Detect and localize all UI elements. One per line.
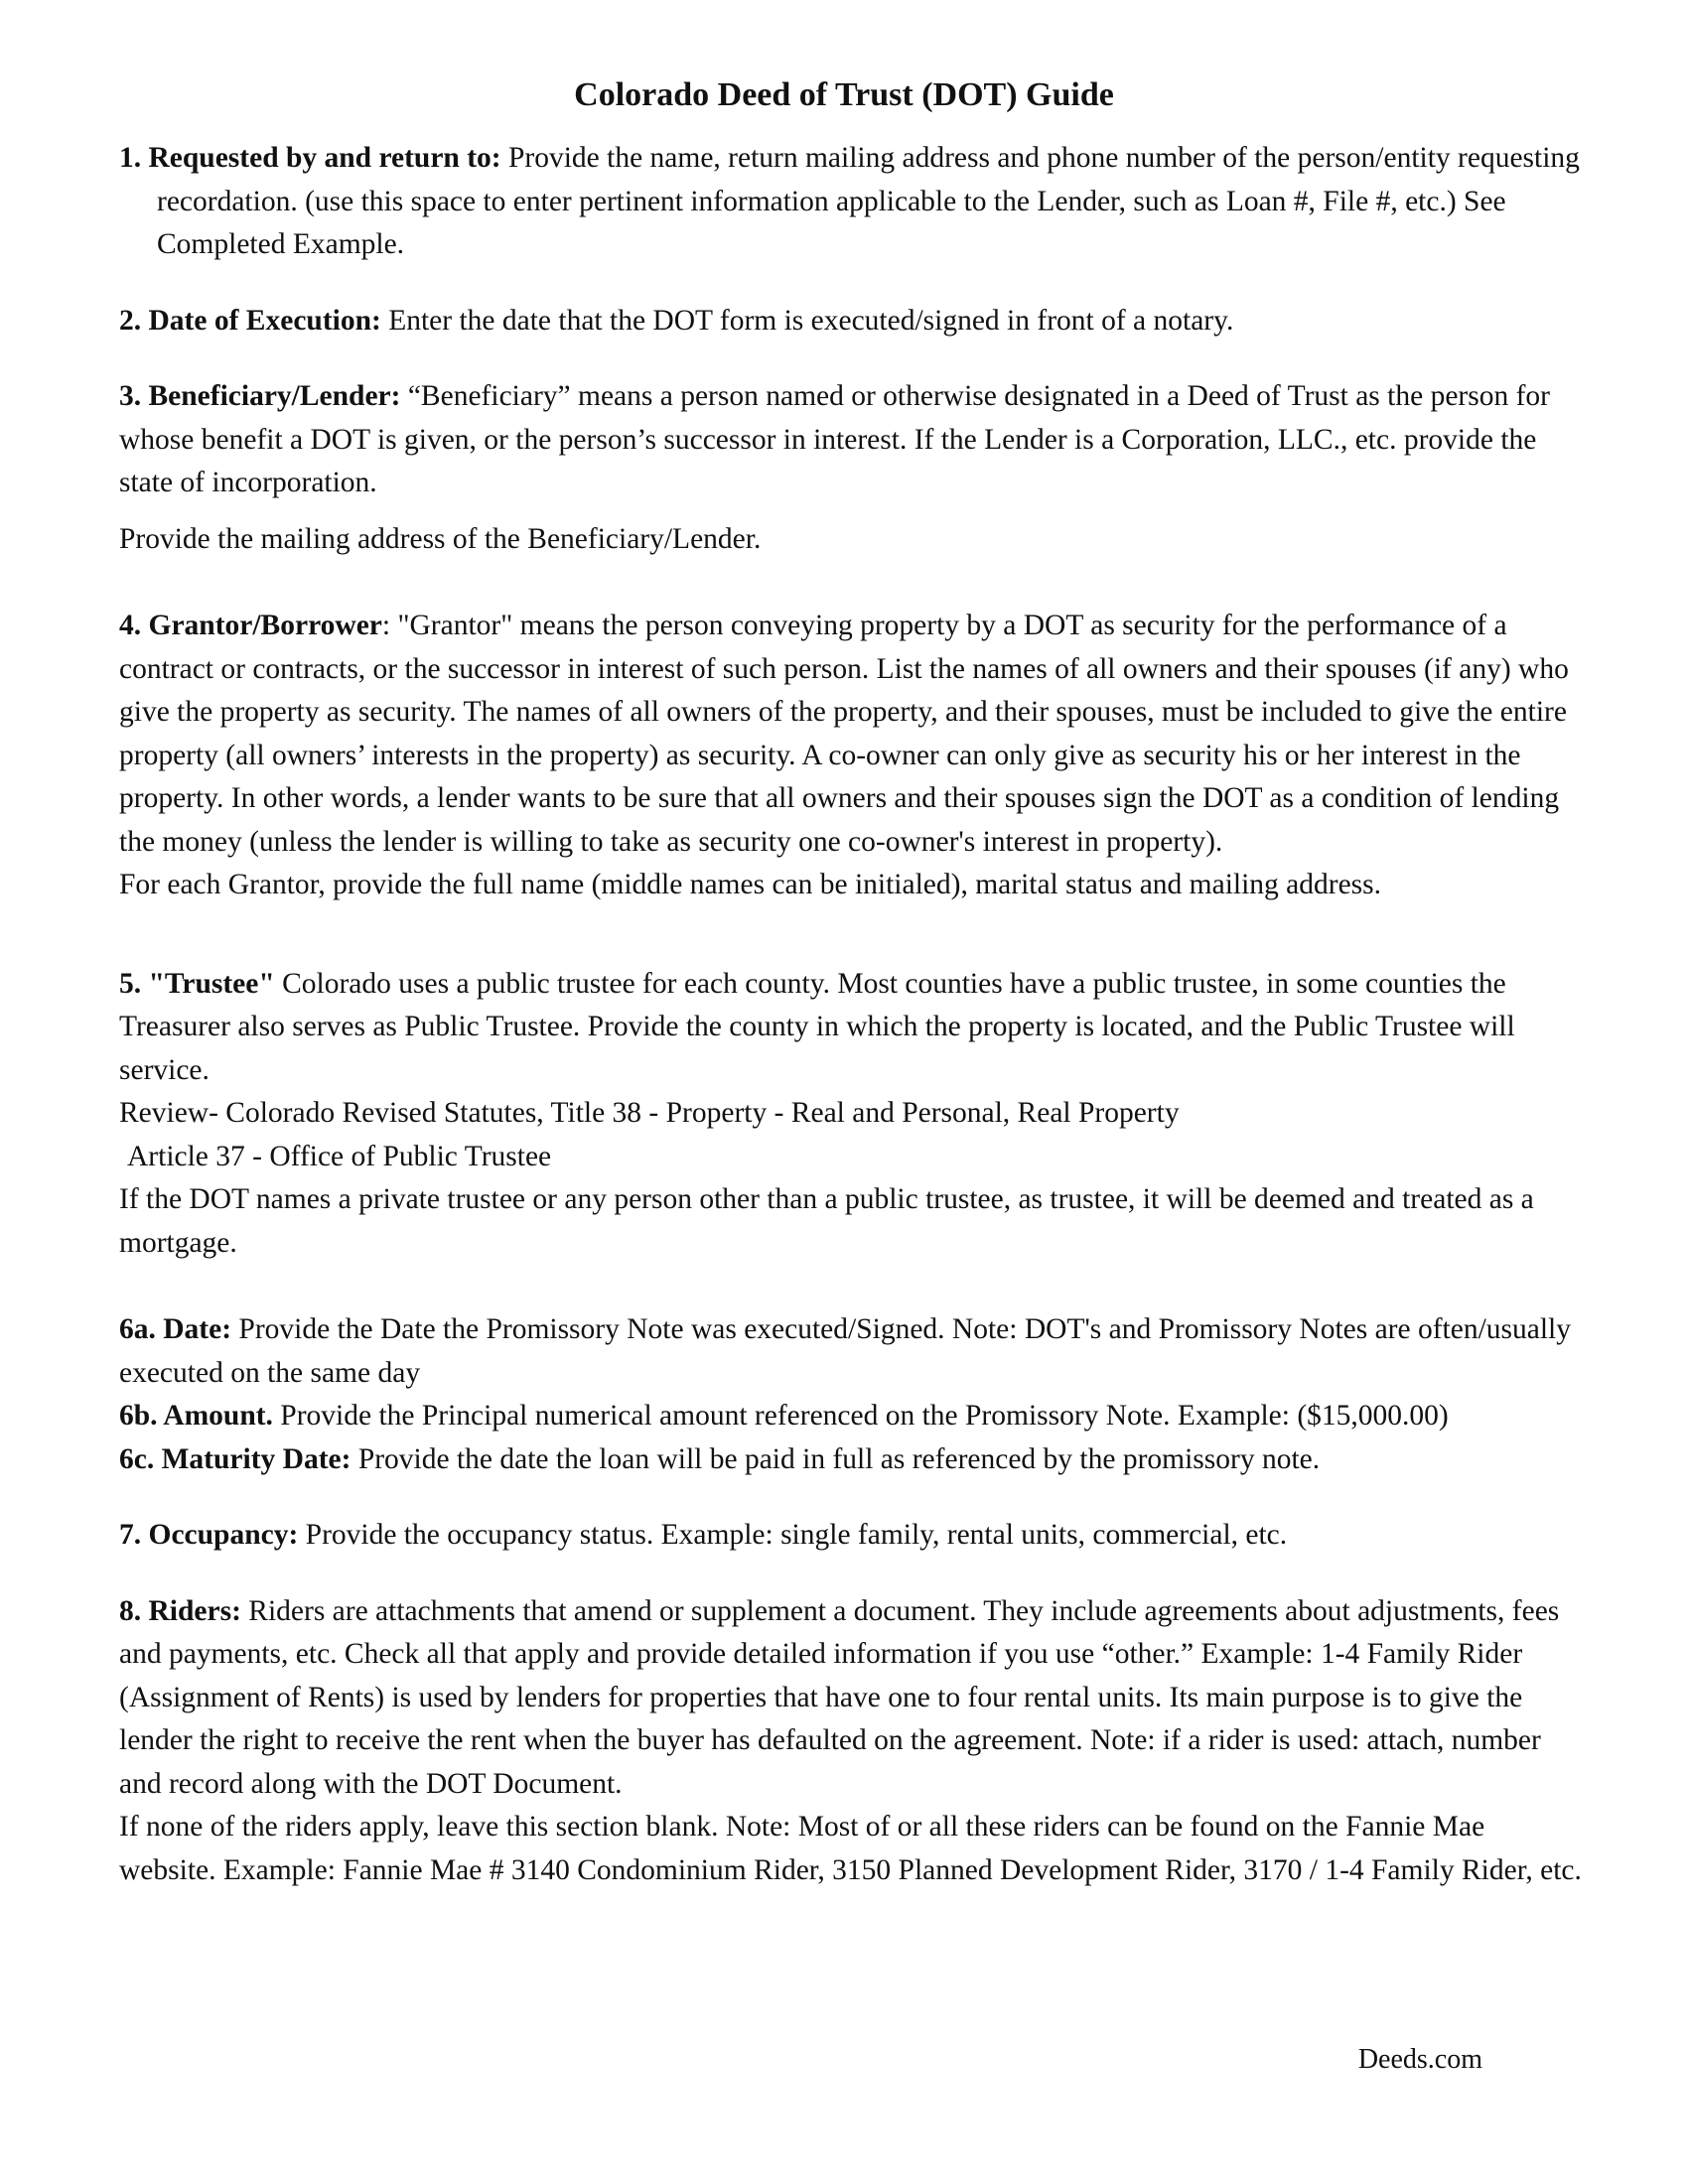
section-text: Provide the Principal numerical amount referenced on the Promissory Note. Example: ($15,000.00) (272, 1400, 1449, 1432)
section-grantor-borrower (119, 605, 1589, 864)
footer-brand: Deeds.com (1357, 2044, 1482, 2075)
section-label: 7. Occupancy: (119, 1519, 299, 1551)
section-prefix: 6c. (119, 1442, 162, 1475)
section-label: 2. Date of Execution: (119, 304, 381, 337)
page-title: Colorado Deed of Trust (DOT) Guide (574, 76, 1114, 113)
section-riders (119, 1590, 1589, 1807)
section-note: For each Grantor, provide the full name (middle names can be initialed), marital status and mailing address. (119, 869, 1382, 900)
section-occupancy (119, 1514, 1589, 1558)
section-note-amount (119, 1395, 1589, 1438)
section-maturity-date (119, 1438, 1589, 1482)
section-label: 1. Requested by and return to: (119, 142, 501, 174)
section-text: : "Grantor" means the person conveying property by a DOT as security for the performance of a contract or contracts, or the successor in interest of such person. List the names of all owners and their spouses (if any) who give the property as security. The names of all owners of the property, and their spouses, must be included to give the entire property (all owners’ interests in the property) as security. A co-owner can only give as security his or her interest in the property. In other words, a lender wants to be sure that all owners and their spouses sign the DOT as a condition of lending the money (unless the lender is willing to take as security one co-owner's interest in property). (119, 610, 1569, 858)
section-review-line: Article 37 - Office of Public Trustee (127, 1140, 552, 1172)
section-note: Provide the mailing address of the Beneficiary/Lender. (119, 522, 762, 555)
section-text: Provide the Date the Promissory Note was executed/Signed. Note: DOT's and Promissory Notes are often/usually executed on the same day (119, 1313, 1571, 1389)
section-text: Provide the date the loan will be paid in full as referenced by the promissory note. (351, 1442, 1321, 1475)
section-review-line: Review- Colorado Revised Statutes, Title 38 - Property - Real and Personal, Real Property (119, 1097, 1180, 1129)
section-trustee (119, 963, 1589, 1093)
section-text: Riders are attachments that amend or supplement a document. They include agreements about adjustments, fees and payments, etc. Check all that apply and provide detailed information if you use “other.” Example: 1-4 Family Rider (Assignment of Rents) is used by lenders for properties that have one to four rental units. Its main purpose is to give the lender the right to receive the rent when the buyer has defaulted on the agreement. Note: if a rider is used: attach, number and record along with the DOT Document. (119, 1594, 1560, 1800)
section-text: Colorado uses a public trustee for each county. Most counties have a public trustee, in some counties the Treasurer also serves as Public Trustee. Provide the county in which the property is located, and the Public Trustee will service. (119, 967, 1515, 1086)
section-label: 6b. Amount. (119, 1400, 273, 1432)
section-date-of-execution (119, 300, 1589, 343)
section-text: Provide the name, return mailing address and phone number of the person/entity requesting recordation. (use this space to enter pertinent information applicable to the Lender, such as Loan #, File #, etc.) See Completed Example. (157, 142, 1580, 260)
section-note: If none of the riders apply, leave this section blank. Note: Most of or all these riders can be found on the Fannie Mae website. Example: Fannie Mae # 3140 Condominium Rider, 3150 Planned Development Rider, 3170 / 1-4 Family Rider, etc. (119, 1811, 1582, 1886)
section-label: 6a. Date: (119, 1313, 232, 1345)
section-text: Provide the occupancy status. Example: single family, rental units, commercial, etc. (298, 1519, 1288, 1551)
guide-body (119, 137, 1589, 1892)
section-note: If the DOT names a private trustee or any person other than a public trustee, as trustee, it will be deemed and treated as a mortgage. (119, 1183, 1534, 1259)
section-beneficiary-lender (119, 375, 1589, 505)
section-requested-by (119, 137, 1589, 267)
section-label: 5. "Trustee" (119, 967, 275, 1000)
section-label: 8. Riders: (119, 1594, 241, 1627)
section-label: 3. Beneficiary/Lender: (119, 380, 401, 412)
section-text: “Beneficiary” means a person named or otherwise designated in a Deed of Trust as the person for whose benefit a DOT is given, or the person’s successor in interest. If the Lender is a Corporation, LLC., etc. provide the state of incorporation. (119, 380, 1550, 498)
section-label: Maturity Date: (161, 1442, 352, 1475)
section-note-date (119, 1308, 1589, 1395)
section-label: 4. Grantor/Borrower (119, 610, 382, 641)
section-text: Enter the date that the DOT form is executed/signed in front of a notary. (380, 304, 1234, 337)
